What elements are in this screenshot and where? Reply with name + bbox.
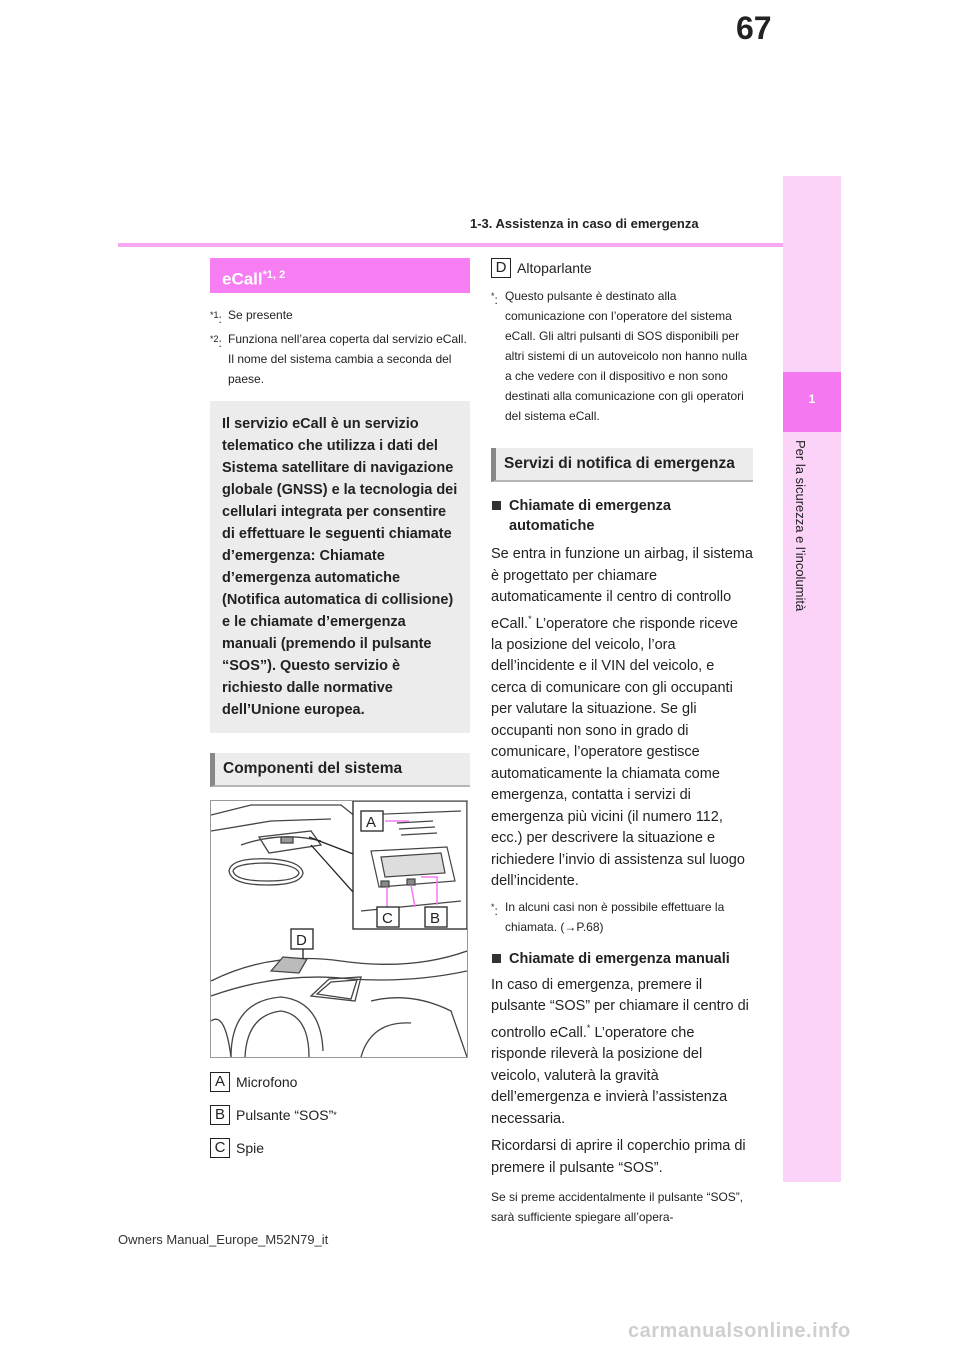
side-tab: [783, 176, 841, 1182]
manual-calls-reminder: Ricordarsi di aprire il coperchio prima di premere il pulsante “SOS”.: [491, 1138, 746, 1176]
figure-label-a: A: [366, 814, 377, 831]
header-rule: [118, 243, 783, 247]
right-column: [491, 258, 753, 1227]
side-tab-label: Per la sicurezza e l’incolumità: [793, 440, 808, 612]
figure-label-d: D: [296, 932, 307, 949]
legend-a: A Microfono: [210, 1072, 470, 1092]
sos-button-note: *: Questo pulsante è destinato alla comunicazione con l’operatore del sistema eCall. Gli altri pulsanti di SOS disponibili per altri sistemi di un autoveicolo non hanno nulla a che vedere con il dispositivo e non sono destinati alla comunicazione con gli operatori del sistema eCall.: [491, 289, 748, 423]
footer-text: Owners Manual_Europe_M52N79_it: [118, 1232, 329, 1247]
car-interior-illustration: [211, 801, 467, 1057]
legend-c: C Spie: [210, 1138, 470, 1158]
auto-calls-note: *: In alcuni casi non è possibile effettuare la chiamata. (→P.68): [491, 899, 725, 934]
figure-label-c: C: [382, 910, 393, 927]
legend-d: D Altoparlante: [491, 258, 753, 278]
auto-calls-heading: Chiamate di emergenza automatiche: [491, 496, 753, 536]
figure-label-b: B: [430, 910, 441, 927]
intro-box: Il servizio eCall è un servizio telematico che utilizza i dati del Sistema satellitare di navigazione globale (GNSS) e la tecnologia dei cellulari integrata per consentire di effettuare le seguenti chiamate d’emergenza: Chiamate d’emergenza automatiche (Notifica automatica di collisione) e le chiamate d’emergenza manuali (premendo il pulsante “SOS”). Questo servizio è richiesto dalle normative dell’Unione europea.: [210, 401, 470, 733]
footnote-1: $^{*1}$: Se presente: [210, 308, 293, 326]
auto-calls-text: Se entra in funzione un airbag, il sistema è progettato per chiamare automaticamente il centro di controllo eCall.* L’operatore che risponde riceve la posizione del veicolo, l’ora dell’incidente e il VIN del veicolo, e cerca di comunicare con gli occupanti per valutare la situazione. Se gli occupanti non sono in grado di comunicare, l’operatore gestisce automaticamente la chiamata come emergenza, contatta i servizi di emergenza più vicini (il numero 112, ecc.) per descrivere la situazione e richiedere l’invio di assistenza sul luogo dell’incidente.: [491, 546, 753, 890]
side-tab-number: 1: [808, 392, 816, 406]
manual-calls-small: Se si preme accidentalmente il pulsante “SOS”, sarà sufficiente spiegare all’opera-: [491, 1190, 744, 1225]
legend-b: B Pulsante “SOS” *: [210, 1105, 470, 1125]
components-title: Componenti del sistema: [210, 753, 470, 787]
page-number: 67: [736, 10, 772, 46]
car-interior-figure: [210, 800, 468, 1058]
manual-calls-text: In caso di emergenza, premere il pulsante “SOS” per chiamare il centro di controllo eCall.* L’operatore che risponde rileverà la posizione del veicolo, valuterà la gravità dell’emergenza e invierà l’assistenza necessaria.: [491, 976, 749, 1127]
watermark: carmanualsonline.info: [628, 1320, 851, 1342]
footnote-2: $^{*2}$: Funziona nell’area coperta dal servizio eCall. Il nome del sistema cambia a seconda del paese.: [210, 332, 467, 386]
ecall-title: eCall$^{*1, 2}$: [210, 258, 470, 293]
left-column: [210, 258, 470, 1158]
section-header: 1-3. Assistenza in caso di emergenza: [470, 216, 699, 231]
services-title: Servizi di notifica di emergenza: [491, 448, 753, 482]
manual-calls-heading: Chiamate di emergenza manuali: [491, 949, 753, 969]
